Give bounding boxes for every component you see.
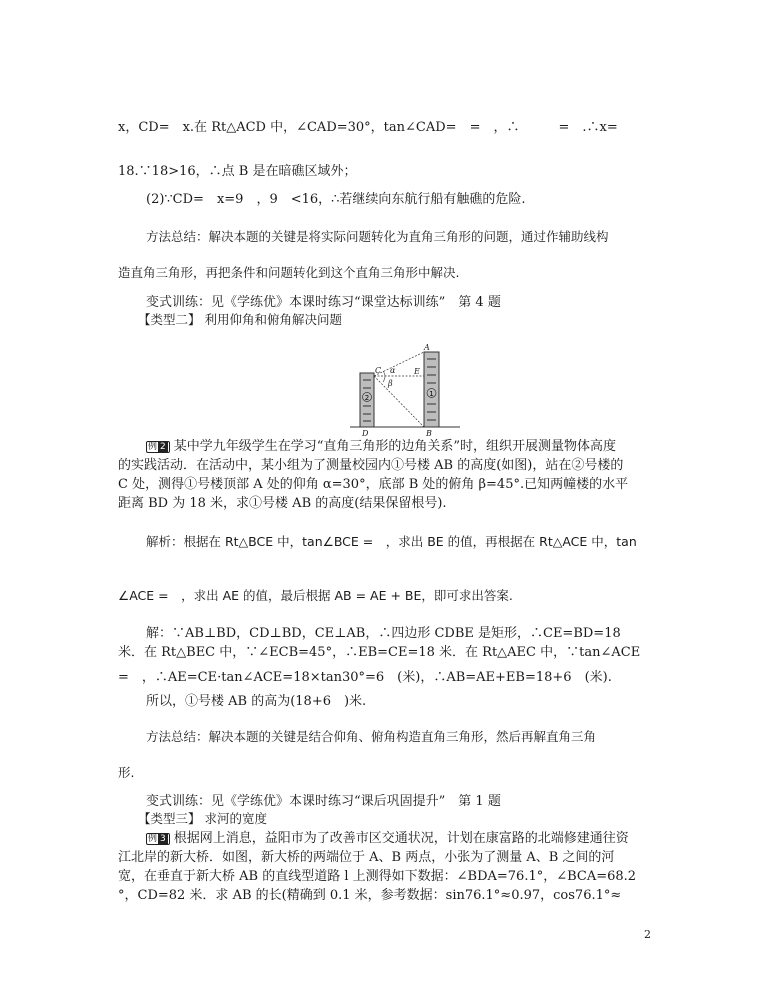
method-summary: 方法总结：解决本题的关键是结合仰角、俯角构造直角三角形，然后再解直角三角 bbox=[146, 729, 597, 744]
example-3-line: °，CD=82 米．求 AB 的长(精确到 0.1 米，参考数据：sin76.1°≈0.97，cos76.1°≈ bbox=[118, 888, 622, 903]
method-summary-cont: 造直角三角形，再把条件和问题转化到这个直角三角形中解决. bbox=[118, 265, 460, 280]
variant-training: 变式训练：见《学练优》本课时练习“课后巩固提升” 第 1 题 bbox=[146, 794, 501, 809]
section-heading-type3: 【类型三】 求河的宽度 bbox=[138, 811, 267, 826]
example-2-line: 的实践活动．在活动中，某小组为了测量校园内①号楼 AB 的高度(如图)，站在②号楼的 bbox=[118, 458, 624, 473]
label-A: A bbox=[424, 343, 430, 352]
analysis-line: ∠ACE = ，求出 AE 的值，最后根据 AB = AE + BE，即可求出答案. bbox=[118, 588, 513, 603]
page-number: 2 bbox=[644, 928, 651, 941]
angle-arc bbox=[383, 371, 385, 382]
label-C: C bbox=[375, 366, 382, 375]
solution-line: 解：∵AB⊥BD，CD⊥BD，CE⊥AB，∴四边形 CDBE 是矩形，∴CE=BD=18 bbox=[146, 626, 621, 641]
example-badge: 例 2 bbox=[146, 441, 170, 453]
variant-training: 变式训练：见《学练优》本课时练习“课堂达标训练” 第 4 题 bbox=[146, 295, 501, 310]
text-line: 18.∵18>16，∴点 B 是在暗礁区域外； bbox=[118, 164, 357, 179]
building-1-label: 1 bbox=[429, 390, 434, 398]
sightline-CB bbox=[374, 376, 424, 427]
example-badge: 例 3 bbox=[146, 833, 170, 845]
example-2-line: 例 2 某中学九年级学生在学习“直角三角形的边角关系”时，组织开展测量物体高度 bbox=[148, 439, 617, 454]
example-2-line: 距离 BD 为 18 米，求①号楼 AB 的高度(结果保留根号). bbox=[118, 496, 447, 511]
label-alpha: α bbox=[390, 366, 396, 375]
solution-line: 所以，①号楼 AB 的高为(18+6 )米. bbox=[146, 694, 367, 709]
example-3-line: 江北岸的新大桥．如图，新大桥的两端位于 A、B 两点，小张为了测量 A、B 之间的河 bbox=[118, 850, 615, 865]
example-3-line: 宽，在垂直于新大桥 AB 的直线型道路 l 上测得如下数据：∠BDA=76.1°，∠BCA=68.2 bbox=[118, 869, 637, 884]
method-summary: 方法总结：解决本题的关键是将实际问题转化为直角三角形的问题，通过作辅助线构 bbox=[146, 229, 609, 244]
building-2-label: 2 bbox=[364, 394, 370, 402]
section-heading-type2: 【类型二】 利用仰角和俯角解决问题 bbox=[138, 312, 342, 327]
text-line: (2)∵CD= x=9 ，9 <16，∴若继续向东航行船有触礁的危险. bbox=[146, 192, 526, 207]
example-3-line: 例 3 根据网上消息，益阳市为了改善市区交通状况，计划在康富路的北端修建通往资 bbox=[148, 831, 629, 846]
method-summary-cont: 形. bbox=[118, 765, 135, 780]
label-B: B bbox=[426, 429, 432, 438]
example-2-line: C 处，测得①号楼顶部 A 处的仰角 α=30°，底部 B 处的俯角 β=45°.已知两幢楼的水平 bbox=[118, 477, 629, 492]
solution-line: 米．在 Rt△BEC 中，∵∠ECB=45°，∴EB=CE=18 米．在 Rt△AEC 中，∵tan∠ACE bbox=[118, 645, 641, 660]
text-line: x，CD= x.在 Rt△ACD 中，∠CAD=30°，tan∠CAD= = ，∴ = .∴x= bbox=[118, 120, 618, 135]
analysis-line: 解析：根据在 Rt△BCE 中，tan∠BCE = ，求出 BE 的值，再根据在 Rt△ACE 中，tan bbox=[146, 534, 637, 549]
label-E: E bbox=[414, 367, 420, 376]
label-D: D bbox=[362, 429, 369, 438]
buildings-figure bbox=[350, 343, 460, 438]
solution-line: = ，∴AE=CE·tan∠ACE=18×tan30°=6 (米)，∴AB=AE+EB=18+6 (米). bbox=[118, 670, 612, 685]
label-beta: β bbox=[388, 379, 393, 388]
